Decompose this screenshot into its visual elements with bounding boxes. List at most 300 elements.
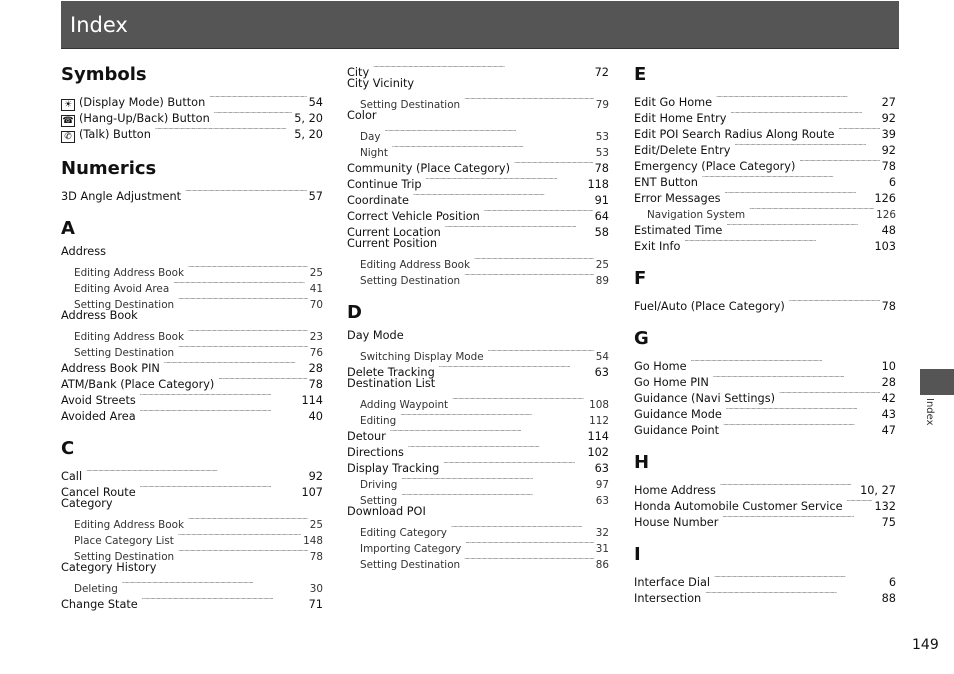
entry-text: Address Book PIN xyxy=(61,362,160,375)
leader-dots xyxy=(716,90,880,106)
page-reference[interactable]: 79 xyxy=(595,99,609,111)
leader-dots xyxy=(443,456,592,472)
leader-dots xyxy=(164,356,307,372)
leader-dots xyxy=(705,586,879,602)
page-reference[interactable]: 40 xyxy=(308,410,323,423)
entry-label xyxy=(360,477,401,493)
index-entry[interactable] xyxy=(61,464,323,483)
page-reference[interactable]: 86 xyxy=(595,559,609,571)
leader-dots xyxy=(140,480,300,496)
entry-text: Edit Home Entry xyxy=(634,112,727,125)
letter-heading: G xyxy=(634,328,649,349)
entry-text: Guidance Mode xyxy=(634,408,722,421)
entry-text: Editing Avoid Area xyxy=(74,283,170,295)
leader-dots xyxy=(684,234,872,250)
entry-label xyxy=(634,515,722,531)
leader-dots xyxy=(188,260,308,276)
index-subentry[interactable] xyxy=(61,324,323,343)
index-subentry[interactable] xyxy=(347,520,609,539)
entry-label xyxy=(74,581,122,597)
entry-label xyxy=(360,557,464,573)
entry-label xyxy=(634,299,789,315)
entry-label xyxy=(74,265,188,281)
entry-text: Display Tracking xyxy=(347,462,440,475)
page-reference[interactable]: 70 xyxy=(309,299,323,311)
entry-text: Go Home xyxy=(634,360,687,373)
index-column-3 xyxy=(634,60,896,605)
entry-text: Error Messages xyxy=(634,192,721,205)
leader-dots xyxy=(122,576,308,592)
leader-dots xyxy=(725,186,873,202)
page-reference[interactable]: 148 xyxy=(303,535,323,547)
page-reference[interactable]: 114 xyxy=(301,394,323,407)
page-reference[interactable]: 47 xyxy=(881,424,896,437)
entry-text: ENT Button xyxy=(634,176,698,189)
entry-label xyxy=(634,483,720,499)
entry-label xyxy=(61,393,140,409)
entry-text: Category History xyxy=(61,561,157,574)
page-reference[interactable]: 25 xyxy=(309,519,323,531)
leader-dots xyxy=(464,552,594,568)
leader-dots xyxy=(173,276,308,292)
page-reference[interactable]: 5, 20 xyxy=(294,128,323,141)
leader-dots xyxy=(178,340,308,356)
entry-text: Navigation System xyxy=(647,209,746,221)
leader-dots xyxy=(726,218,879,234)
entry-label xyxy=(634,191,725,207)
page-reference[interactable]: 28 xyxy=(308,362,323,375)
entry-text: Intersection xyxy=(634,592,702,605)
leader-dots xyxy=(140,404,307,420)
entry-text: Cancel Route xyxy=(61,486,136,499)
entry-text: Go Home PIN xyxy=(634,376,709,389)
index-entry[interactable] xyxy=(634,294,896,313)
leader-dots xyxy=(488,344,594,360)
entry-text: Emergency (Place Category) xyxy=(634,160,796,173)
leader-dots xyxy=(691,354,880,370)
page-reference[interactable]: 43 xyxy=(881,408,896,421)
letter-heading: I xyxy=(634,544,641,565)
leader-dots xyxy=(390,424,586,440)
entry-text: House Number xyxy=(634,516,719,529)
index-subentry[interactable] xyxy=(347,344,609,363)
entry-label xyxy=(347,76,418,92)
index-subentry[interactable] xyxy=(61,260,323,279)
leader-dots xyxy=(451,520,594,536)
page-reference[interactable]: 78 xyxy=(594,162,609,175)
index-entry[interactable] xyxy=(347,236,609,252)
leader-dots xyxy=(722,510,879,526)
entry-label xyxy=(347,328,408,344)
leader-dots xyxy=(713,370,880,386)
entry-label xyxy=(347,376,439,392)
leader-dots xyxy=(514,156,593,172)
entry-label xyxy=(61,361,164,377)
page-reference[interactable]: 72 xyxy=(594,66,609,79)
leader-dots xyxy=(178,544,308,560)
hang-up-back-icon: ☎ xyxy=(62,116,74,126)
page-reference[interactable]: 126 xyxy=(876,209,896,221)
entry-label xyxy=(347,236,441,252)
leader-dots xyxy=(401,472,593,488)
entry-label xyxy=(634,111,730,127)
page-reference[interactable]: 71 xyxy=(308,598,323,611)
index-entry[interactable] xyxy=(347,60,609,79)
leader-dots xyxy=(185,184,307,200)
leader-dots xyxy=(847,494,873,510)
leader-dots xyxy=(385,124,594,140)
leader-dots xyxy=(779,386,880,402)
letter-heading: H xyxy=(634,452,650,473)
entry-label xyxy=(61,560,160,576)
leader-dots xyxy=(452,392,587,408)
page-reference[interactable]: 63 xyxy=(594,366,609,379)
entry-text: Current Location xyxy=(347,226,441,239)
entry-text: Fuel/Auto (Place Category) xyxy=(634,300,785,313)
page-reference[interactable]: 126 xyxy=(874,192,896,205)
entry-label xyxy=(634,375,713,391)
entry-text: Edit/Delete Entry xyxy=(634,144,731,157)
page-reference[interactable]: 92 xyxy=(881,112,896,125)
leader-dots xyxy=(723,418,880,434)
page-reference[interactable]: 92 xyxy=(881,144,896,157)
index-side-tab[interactable] xyxy=(920,369,954,395)
index-subentry[interactable] xyxy=(347,124,609,143)
page-reference[interactable]: 25 xyxy=(309,267,323,279)
entry-text: Avoided Area xyxy=(61,410,136,423)
header-bar xyxy=(61,1,899,49)
entry-label xyxy=(360,257,474,273)
entry-text: Setting Destination xyxy=(360,559,461,571)
entry-text: Delete Tracking xyxy=(347,366,435,379)
entry-text: Avoid Streets xyxy=(61,394,136,407)
page-reference[interactable]: 103 xyxy=(874,240,896,253)
entry-text: Detour xyxy=(347,430,386,443)
entry-text: Setting Destination xyxy=(360,275,461,287)
leader-dots xyxy=(413,188,593,204)
entry-label xyxy=(634,359,691,375)
entry-label xyxy=(347,445,408,461)
entry-text: Editing Address Book xyxy=(74,267,185,279)
letter-heading: D xyxy=(347,302,362,323)
entry-text: Honda Automobile Customer Service xyxy=(634,500,843,513)
index-entry[interactable] xyxy=(61,244,323,260)
page-reference[interactable]: 27 xyxy=(881,96,896,109)
entry-text: Editing Address Book xyxy=(360,259,471,271)
index-subentry[interactable] xyxy=(347,140,609,159)
page-title: Index xyxy=(70,13,128,37)
entry-label xyxy=(634,591,705,607)
entry-text: Importing Category xyxy=(360,543,462,555)
entry-text: Call xyxy=(61,470,83,483)
entry-label xyxy=(61,469,86,485)
entry-text: Edit Go Home xyxy=(634,96,713,109)
leader-dots xyxy=(445,220,593,236)
entry-text: Place Category List xyxy=(74,535,174,547)
letter-heading: A xyxy=(61,218,75,239)
section-heading: Numerics xyxy=(61,158,157,179)
index-subentry[interactable] xyxy=(61,576,323,595)
entry-text: Day Mode xyxy=(347,329,404,342)
page-reference[interactable]: 89 xyxy=(595,275,609,287)
entry-text: Deleting xyxy=(74,583,118,595)
leader-dots xyxy=(86,464,307,480)
letter-heading: E xyxy=(634,64,647,85)
page-reference[interactable]: 53 xyxy=(595,131,609,143)
page-reference[interactable]: 108 xyxy=(589,399,609,411)
page-reference[interactable]: 78 xyxy=(308,378,323,391)
index-subentry[interactable] xyxy=(61,512,323,531)
entry-text: Setting Destination xyxy=(74,347,175,359)
leader-dots xyxy=(140,388,300,404)
page-reference[interactable]: 78 xyxy=(881,160,896,173)
entry-text: Guidance Point xyxy=(634,424,720,437)
entry-label xyxy=(74,345,178,361)
leader-dots xyxy=(749,202,874,218)
entry-text: Switching Display Mode xyxy=(360,351,484,363)
entry-label xyxy=(360,525,451,541)
page-reference[interactable]: 107 xyxy=(301,486,323,499)
index-entry[interactable] xyxy=(634,90,896,109)
leader-dots xyxy=(439,360,593,376)
section-heading: Symbols xyxy=(61,64,147,85)
index-column-1 xyxy=(61,60,323,611)
entry-label xyxy=(61,597,142,613)
page-reference[interactable]: 63 xyxy=(595,495,609,507)
leader-dots xyxy=(838,122,879,138)
entry-text: Driving xyxy=(360,479,398,491)
page-reference[interactable]: 6 xyxy=(888,576,896,589)
entry-text: Color xyxy=(347,109,377,122)
entry-text: (Talk) Button xyxy=(79,128,151,141)
entry-text: Editing Address Book xyxy=(74,519,185,531)
leader-dots xyxy=(188,324,308,340)
entry-text: Adding Waypoint xyxy=(360,399,449,411)
entry-label xyxy=(347,108,381,124)
entry-text: Download POI xyxy=(347,505,426,518)
leader-dots xyxy=(484,204,593,220)
leader-dots xyxy=(720,478,858,494)
leader-dots xyxy=(465,536,593,552)
index-subentry[interactable] xyxy=(347,252,609,271)
page-reference[interactable]: 41 xyxy=(309,283,323,295)
entry-text: Editing Category xyxy=(360,527,447,539)
page-reference[interactable]: 42 xyxy=(881,392,896,405)
page-reference[interactable]: 32 xyxy=(595,527,609,539)
entry-text: Address Book xyxy=(61,309,138,322)
index-entry[interactable] xyxy=(61,308,323,324)
page-reference[interactable]: 10, 27 xyxy=(860,484,896,497)
leader-dots xyxy=(474,252,594,268)
entry-label xyxy=(61,95,209,111)
index-entry[interactable] xyxy=(61,560,323,576)
entry-label xyxy=(360,145,392,161)
page-reference[interactable]: 64 xyxy=(594,210,609,223)
page-reference[interactable]: 53 xyxy=(595,147,609,159)
leader-dots xyxy=(408,440,586,456)
page-reference[interactable]: 54 xyxy=(308,96,323,109)
entry-label xyxy=(634,175,702,191)
index-entry[interactable] xyxy=(347,328,609,344)
page-reference[interactable]: 76 xyxy=(309,347,323,359)
leader-dots xyxy=(373,60,592,76)
entry-label xyxy=(74,329,188,345)
leader-dots xyxy=(734,138,879,154)
entry-label xyxy=(61,496,117,512)
page-reference[interactable]: 92 xyxy=(308,470,323,483)
page-reference[interactable]: 97 xyxy=(595,479,609,491)
index-subentry[interactable] xyxy=(347,392,609,411)
entry-text: City Vicinity xyxy=(347,77,415,90)
leader-dots xyxy=(730,106,879,122)
entry-text: Night xyxy=(360,147,388,159)
entry-text: Continue Trip xyxy=(347,178,422,191)
entry-label xyxy=(74,517,188,533)
entry-text: Editing xyxy=(360,415,397,427)
entry-label xyxy=(61,127,155,143)
entry-text: Setting Destination xyxy=(360,99,461,111)
entry-text: (Display Mode) Button xyxy=(79,96,206,109)
leader-dots xyxy=(218,372,306,388)
display-mode-icon: ☀ xyxy=(61,99,75,111)
index-entry[interactable] xyxy=(61,90,323,110)
entry-label xyxy=(634,95,716,111)
entry-label xyxy=(61,308,142,324)
entry-text: Community (Place Category) xyxy=(347,162,511,175)
entry-text: Exit Info xyxy=(634,240,681,253)
entry-label xyxy=(634,423,723,439)
leader-dots xyxy=(209,90,306,106)
entry-text: 3D Angle Adjustment xyxy=(61,190,182,203)
entry-label xyxy=(74,533,178,549)
entry-text: City xyxy=(347,66,370,79)
entry-label xyxy=(74,281,173,297)
entry-label xyxy=(634,575,714,591)
side-tab-label: Index xyxy=(924,398,935,426)
letter-heading: C xyxy=(61,438,75,459)
entry-label xyxy=(360,273,464,289)
page-reference[interactable]: 31 xyxy=(595,543,609,555)
leader-dots xyxy=(426,172,586,188)
page-reference[interactable]: 6 xyxy=(888,176,896,189)
page-reference[interactable]: 10 xyxy=(881,360,896,373)
page-reference[interactable]: 25 xyxy=(595,259,609,271)
leader-dots xyxy=(401,488,594,504)
entry-text: Destination List xyxy=(347,377,436,390)
leader-dots xyxy=(789,294,880,310)
entry-text: Home Address xyxy=(634,484,716,497)
entry-text: Day xyxy=(360,131,381,143)
entry-label xyxy=(61,244,110,260)
page-reference[interactable]: 48 xyxy=(881,224,896,237)
leader-dots xyxy=(178,292,308,308)
entry-label xyxy=(634,143,734,159)
page-reference[interactable]: 91 xyxy=(594,194,609,207)
entry-text: Estimated Time xyxy=(634,224,723,237)
entry-text: Guidance (Navi Settings) xyxy=(634,392,775,405)
index-entry[interactable] xyxy=(61,480,323,499)
page-reference[interactable]: 75 xyxy=(881,516,896,529)
entry-text: (Hang-Up/Back) Button xyxy=(79,112,210,125)
leader-dots xyxy=(702,170,887,186)
page-reference[interactable]: 78 xyxy=(309,551,323,563)
entry-label xyxy=(347,193,413,209)
index-entry[interactable] xyxy=(634,354,896,373)
leader-dots xyxy=(392,140,594,156)
leader-dots xyxy=(155,122,292,138)
entry-text: Change State xyxy=(61,598,138,611)
entry-text: Current Position xyxy=(347,237,438,250)
index-entry[interactable] xyxy=(61,184,323,203)
entry-label xyxy=(347,504,430,520)
entry-text: Setting Destination xyxy=(74,551,175,563)
entry-label xyxy=(634,407,726,423)
page-reference[interactable]: 132 xyxy=(874,500,896,513)
leader-dots xyxy=(142,592,307,608)
index-entry[interactable] xyxy=(61,496,323,512)
entry-text: Coordinate xyxy=(347,194,409,207)
leader-dots xyxy=(464,268,594,284)
index-subentry[interactable] xyxy=(347,92,609,111)
page-reference[interactable]: 102 xyxy=(587,446,609,459)
entry-label xyxy=(347,429,390,445)
page-reference[interactable]: 30 xyxy=(309,583,323,595)
talk-icon: ✆ xyxy=(61,131,75,143)
leader-dots xyxy=(726,402,880,418)
index-entry[interactable] xyxy=(634,478,896,497)
entry-text: Directions xyxy=(347,446,404,459)
page-reference[interactable]: 78 xyxy=(881,300,896,313)
page-reference[interactable]: 39 xyxy=(881,128,896,141)
entry-text: Address xyxy=(61,245,106,258)
page-reference[interactable]: 112 xyxy=(589,415,609,427)
page-reference[interactable]: 118 xyxy=(587,178,609,191)
entry-text: Editing Address Book xyxy=(74,331,185,343)
page-reference[interactable]: 58 xyxy=(594,226,609,239)
index-entry[interactable] xyxy=(634,570,896,589)
leader-dots xyxy=(188,512,308,528)
index-entry[interactable] xyxy=(347,376,609,392)
index-column-2 xyxy=(347,60,609,571)
entry-text: Edit POI Search Radius Along Route xyxy=(634,128,835,141)
entry-label xyxy=(360,541,465,557)
leader-dots xyxy=(400,408,587,424)
page-reference[interactable]: 23 xyxy=(309,331,323,343)
index-entry[interactable] xyxy=(347,504,609,520)
entry-text: Interface Dial xyxy=(634,576,711,589)
page-reference[interactable]: 5, 20 xyxy=(294,112,323,125)
entry-text: Correct Vehicle Position xyxy=(347,210,480,223)
leader-dots xyxy=(178,528,301,544)
page-reference[interactable]: 57 xyxy=(308,190,323,203)
page-reference[interactable]: 88 xyxy=(881,592,896,605)
page-reference[interactable]: 63 xyxy=(594,462,609,475)
entry-label xyxy=(61,409,140,425)
letter-heading: F xyxy=(634,268,647,289)
page-reference[interactable]: 114 xyxy=(587,430,609,443)
entry-text: Category xyxy=(61,497,113,510)
leader-dots xyxy=(799,154,879,170)
entry-label xyxy=(360,129,385,145)
entry-text: ATM/Bank (Place Category) xyxy=(61,378,215,391)
page-reference[interactable]: 54 xyxy=(595,351,609,363)
leader-dots xyxy=(464,92,594,108)
entry-label xyxy=(61,189,185,205)
index-entry[interactable] xyxy=(347,76,609,92)
entry-label xyxy=(634,239,684,255)
page-reference[interactable]: 28 xyxy=(881,376,896,389)
page-number: 149 xyxy=(912,637,939,653)
